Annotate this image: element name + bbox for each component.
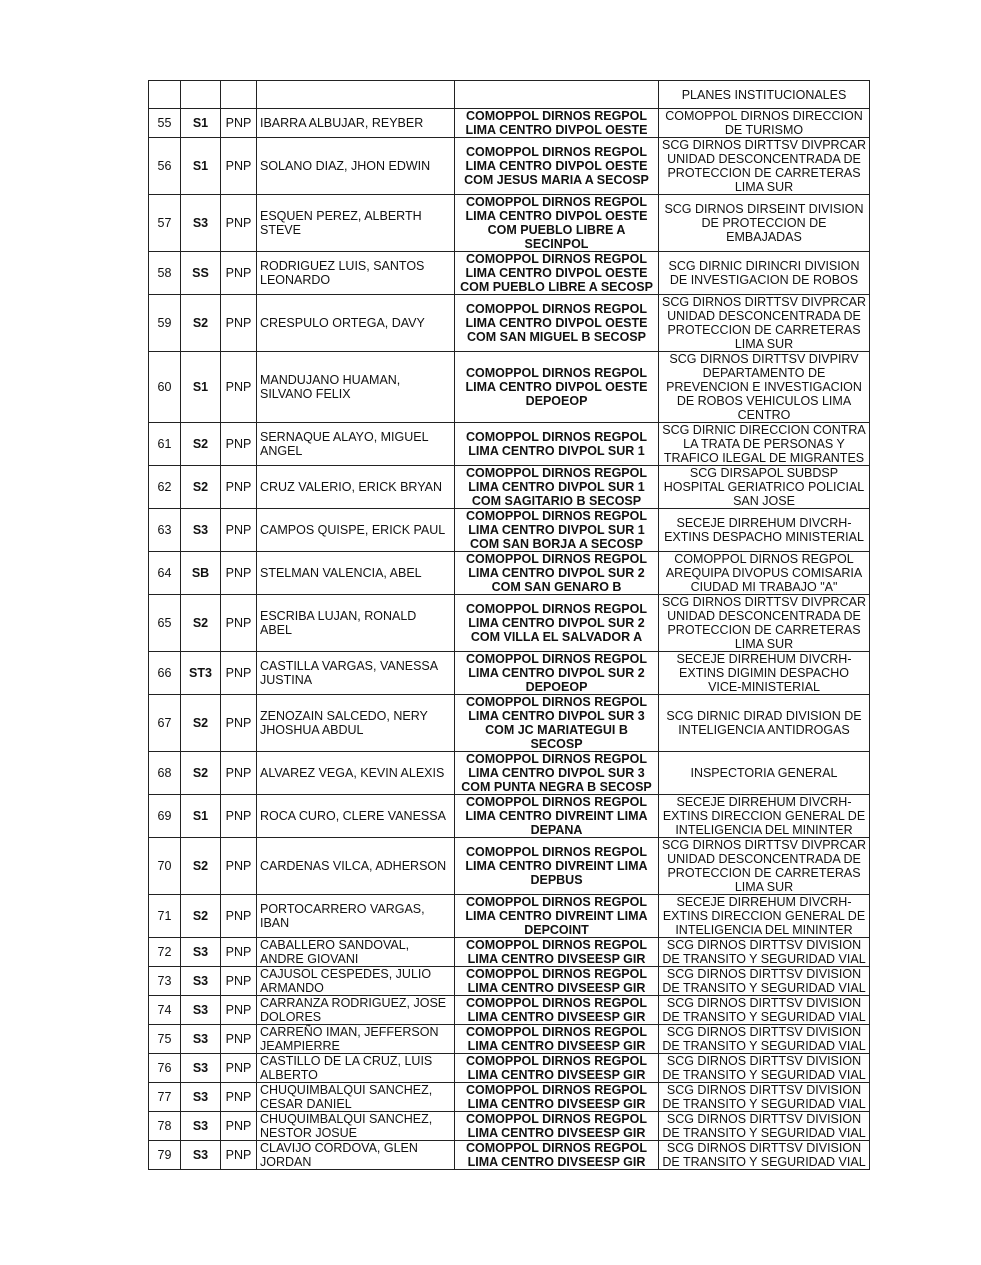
- row-number-cell: 76: [149, 1054, 181, 1083]
- table-row: [149, 81, 870, 109]
- institution-cell: PNP: [221, 1083, 257, 1112]
- name-cell: CARDENAS VILCA, ADHERSON: [257, 838, 455, 895]
- institution-cell: PNP: [221, 466, 257, 509]
- destination-unit-cell: SCG DIRNIC DIRECCION CONTRA LA TRATA DE PERSONAS Y TRAFICO ILEGAL DE MIGRANTES: [659, 423, 870, 466]
- institution-cell: PNP: [221, 595, 257, 652]
- destination-unit-cell: SECEJE DIRREHUM DIVCRH-EXTINS DESPACHO MINISTERIAL: [659, 509, 870, 552]
- row-number-cell: [149, 81, 181, 109]
- origin-unit-cell: COMOPPOL DIRNOS REGPOL LIMA CENTRO DIVSEESP GIR: [455, 938, 659, 967]
- origin-unit-cell: COMOPPOL DIRNOS REGPOL LIMA CENTRO DIVPOL OESTE DEPOEOP: [455, 352, 659, 423]
- name-cell: ALVAREZ VEGA, KEVIN ALEXIS: [257, 752, 455, 795]
- institution-cell: PNP: [221, 509, 257, 552]
- name-cell: CHUQUIMBALQUI SANCHEZ, NESTOR JOSUE: [257, 1112, 455, 1141]
- name-cell: PORTOCARRERO VARGAS, IBAN: [257, 895, 455, 938]
- destination-unit-cell: SECEJE DIRREHUM DIVCRH-EXTINS DIRECCION GENERAL DE INTELIGENCIA DEL MININTER: [659, 895, 870, 938]
- institution-cell: PNP: [221, 1054, 257, 1083]
- origin-unit-cell: COMOPPOL DIRNOS REGPOL LIMA CENTRO DIVPOL SUR 2 COM VILLA EL SALVADOR A: [455, 595, 659, 652]
- origin-unit-cell: COMOPPOL DIRNOS REGPOL LIMA CENTRO DIVSEESP GIR: [455, 1083, 659, 1112]
- destination-unit-cell: SCG DIRNOS DIRTTSV DIVPRCAR UNIDAD DESCONCENTRADA DE PROTECCION DE CARRETERAS LIMA SUR: [659, 138, 870, 195]
- origin-unit-cell: COMOPPOL DIRNOS REGPOL LIMA CENTRO DIVPOL SUR 2 DEPOEOP: [455, 652, 659, 695]
- name-cell: ZENOZAIN SALCEDO, NERY JHOSHUA ABDUL: [257, 695, 455, 752]
- grade-cell: S2: [181, 423, 221, 466]
- institution-cell: PNP: [221, 996, 257, 1025]
- destination-unit-cell: SCG DIRNOS DIRTTSV DIVPRCAR UNIDAD DESCONCENTRADA DE PROTECCION DE CARRETERAS LIMA SUR: [659, 838, 870, 895]
- table-row: [149, 552, 870, 595]
- row-number-cell: 64: [149, 552, 181, 595]
- institution-cell: PNP: [221, 109, 257, 138]
- origin-unit-cell: COMOPPOL DIRNOS REGPOL LIMA CENTRO DIVPOL SUR 1 COM SAGITARIO B SECOSP: [455, 466, 659, 509]
- origin-unit-cell: COMOPPOL DIRNOS REGPOL LIMA CENTRO DIVSEESP GIR: [455, 967, 659, 996]
- origin-unit-cell: COMOPPOL DIRNOS REGPOL LIMA CENTRO DIVPOL OESTE COM PUEBLO LIBRE A SECINPOL: [455, 195, 659, 252]
- table-row: [149, 595, 870, 652]
- institution-cell: PNP: [221, 252, 257, 295]
- name-cell: CRUZ VALERIO, ERICK BRYAN: [257, 466, 455, 509]
- grade-cell: ST3: [181, 652, 221, 695]
- grade-cell: [181, 81, 221, 109]
- name-cell: MANDUJANO HUAMAN, SILVANO FELIX: [257, 352, 455, 423]
- name-cell: CAMPOS QUISPE, ERICK PAUL: [257, 509, 455, 552]
- grade-cell: S3: [181, 938, 221, 967]
- row-number-cell: 57: [149, 195, 181, 252]
- grade-cell: S1: [181, 352, 221, 423]
- institution-cell: [221, 81, 257, 109]
- destination-unit-cell: SCG DIRNIC DIRAD DIVISION DE INTELIGENCIA ANTIDROGAS: [659, 695, 870, 752]
- table-row: [149, 509, 870, 552]
- name-cell: ROCA CURO, CLERE VANESSA: [257, 795, 455, 838]
- origin-unit-cell: COMOPPOL DIRNOS REGPOL LIMA CENTRO DIVPOL OESTE COM PUEBLO LIBRE A SECOSP: [455, 252, 659, 295]
- destination-unit-cell: SCG DIRNOS DIRTTSV DIVISION DE TRANSITO Y SEGURIDAD VIAL: [659, 1054, 870, 1083]
- personnel-table: [148, 80, 870, 1170]
- name-cell: SOLANO DIAZ, JHON EDWIN: [257, 138, 455, 195]
- name-cell: CAJUSOL CESPEDES, JULIO ARMANDO: [257, 967, 455, 996]
- institution-cell: PNP: [221, 1112, 257, 1141]
- table-row: [149, 996, 870, 1025]
- row-number-cell: 69: [149, 795, 181, 838]
- institution-cell: PNP: [221, 695, 257, 752]
- name-cell: CASTILLO DE LA CRUZ, LUIS ALBERTO: [257, 1054, 455, 1083]
- destination-unit-cell: COMOPPOL DIRNOS DIRECCION DE TURISMO: [659, 109, 870, 138]
- destination-unit-cell: SCG DIRNOS DIRTTSV DIVISION DE TRANSITO Y SEGURIDAD VIAL: [659, 1083, 870, 1112]
- table-row: [149, 109, 870, 138]
- name-cell: STELMAN VALENCIA, ABEL: [257, 552, 455, 595]
- name-cell: [257, 81, 455, 109]
- name-cell: CABALLERO SANDOVAL, ANDRE GIOVANI: [257, 938, 455, 967]
- origin-unit-cell: [455, 81, 659, 109]
- destination-unit-cell: SCG DIRNOS DIRTTSV DIVPRCAR UNIDAD DESCONCENTRADA DE PROTECCION DE CARRETERAS LIMA SUR: [659, 595, 870, 652]
- grade-cell: S3: [181, 1054, 221, 1083]
- grade-cell: S3: [181, 195, 221, 252]
- destination-unit-cell: SECEJE DIRREHUM DIVCRH-EXTINS DIGIMIN DESPACHO VICE-MINISTERIAL: [659, 652, 870, 695]
- table-row: [149, 752, 870, 795]
- destination-unit-cell: SECEJE DIRREHUM DIVCRH-EXTINS DIRECCION GENERAL DE INTELIGENCIA DEL MININTER: [659, 795, 870, 838]
- table-row: [149, 1054, 870, 1083]
- name-cell: ESCRIBA LUJAN, RONALD ABEL: [257, 595, 455, 652]
- grade-cell: S3: [181, 1025, 221, 1054]
- institution-cell: PNP: [221, 552, 257, 595]
- name-cell: CRESPULO ORTEGA, DAVY: [257, 295, 455, 352]
- name-cell: CLAVIJO CORDOVA, GLEN JORDAN: [257, 1141, 455, 1170]
- row-number-cell: 73: [149, 967, 181, 996]
- row-number-cell: 67: [149, 695, 181, 752]
- table-row: [149, 1141, 870, 1170]
- destination-unit-cell: SCG DIRNIC DIRINCRI DIVISION DE INVESTIGACION DE ROBOS: [659, 252, 870, 295]
- row-number-cell: 71: [149, 895, 181, 938]
- table-row: [149, 295, 870, 352]
- origin-unit-cell: COMOPPOL DIRNOS REGPOL LIMA CENTRO DIVPOL SUR 1 COM SAN BORJA A SECOSP: [455, 509, 659, 552]
- name-cell: ESQUEN PEREZ, ALBERTH STEVE: [257, 195, 455, 252]
- institution-cell: PNP: [221, 423, 257, 466]
- grade-cell: S1: [181, 109, 221, 138]
- row-number-cell: 70: [149, 838, 181, 895]
- row-number-cell: 65: [149, 595, 181, 652]
- institution-cell: PNP: [221, 967, 257, 996]
- row-number-cell: 61: [149, 423, 181, 466]
- destination-unit-cell: SCG DIRNOS DIRTTSV DIVISION DE TRANSITO Y SEGURIDAD VIAL: [659, 1112, 870, 1141]
- origin-unit-cell: COMOPPOL DIRNOS REGPOL LIMA CENTRO DIVPOL SUR 2 COM SAN GENARO B: [455, 552, 659, 595]
- institution-cell: PNP: [221, 352, 257, 423]
- institution-cell: PNP: [221, 795, 257, 838]
- table-row: [149, 838, 870, 895]
- grade-cell: S3: [181, 1083, 221, 1112]
- table-row: [149, 795, 870, 838]
- grade-cell: S3: [181, 509, 221, 552]
- row-number-cell: 60: [149, 352, 181, 423]
- table-row: [149, 1025, 870, 1054]
- destination-unit-cell: SCG DIRSAPOL SUBDSP HOSPITAL GERIATRICO POLICIAL SAN JOSE: [659, 466, 870, 509]
- institution-cell: PNP: [221, 652, 257, 695]
- table-row: [149, 652, 870, 695]
- row-number-cell: 66: [149, 652, 181, 695]
- grade-cell: S1: [181, 138, 221, 195]
- origin-unit-cell: COMOPPOL DIRNOS REGPOL LIMA CENTRO DIVSEESP GIR: [455, 1112, 659, 1141]
- destination-unit-cell: SCG DIRNOS DIRSEINT DIVISION DE PROTECCION DE EMBAJADAS: [659, 195, 870, 252]
- institution-cell: PNP: [221, 752, 257, 795]
- institution-cell: PNP: [221, 195, 257, 252]
- institution-cell: PNP: [221, 138, 257, 195]
- grade-cell: S3: [181, 1141, 221, 1170]
- name-cell: SERNAQUE ALAYO, MIGUEL ANGEL: [257, 423, 455, 466]
- table-row: [149, 695, 870, 752]
- table-row: [149, 895, 870, 938]
- origin-unit-cell: COMOPPOL DIRNOS REGPOL LIMA CENTRO DIVSEESP GIR: [455, 996, 659, 1025]
- origin-unit-cell: COMOPPOL DIRNOS REGPOL LIMA CENTRO DIVREINT LIMA DEPBUS: [455, 838, 659, 895]
- destination-unit-cell: SCG DIRNOS DIRTTSV DIVISION DE TRANSITO Y SEGURIDAD VIAL: [659, 1025, 870, 1054]
- origin-unit-cell: COMOPPOL DIRNOS REGPOL LIMA CENTRO DIVPOL OESTE COM SAN MIGUEL B SECOSP: [455, 295, 659, 352]
- origin-unit-cell: COMOPPOL DIRNOS REGPOL LIMA CENTRO DIVSEESP GIR: [455, 1025, 659, 1054]
- table-row: [149, 466, 870, 509]
- grade-cell: S3: [181, 967, 221, 996]
- institution-cell: PNP: [221, 1025, 257, 1054]
- row-number-cell: 74: [149, 996, 181, 1025]
- row-number-cell: 63: [149, 509, 181, 552]
- grade-cell: S2: [181, 752, 221, 795]
- row-number-cell: 79: [149, 1141, 181, 1170]
- institution-cell: PNP: [221, 1141, 257, 1170]
- grade-cell: SS: [181, 252, 221, 295]
- institution-cell: PNP: [221, 838, 257, 895]
- table-row: [149, 352, 870, 423]
- grade-cell: S1: [181, 795, 221, 838]
- name-cell: CASTILLA VARGAS, VANESSA JUSTINA: [257, 652, 455, 695]
- row-number-cell: 77: [149, 1083, 181, 1112]
- table-row: [149, 938, 870, 967]
- institution-cell: PNP: [221, 895, 257, 938]
- name-cell: CARREÑO IMAN, JEFFERSON JEAMPIERRE: [257, 1025, 455, 1054]
- origin-unit-cell: COMOPPOL DIRNOS REGPOL LIMA CENTRO DIVPOL SUR 1: [455, 423, 659, 466]
- grade-cell: S2: [181, 838, 221, 895]
- table-row: [149, 1112, 870, 1141]
- destination-unit-cell: PLANES INSTITUCIONALES: [659, 81, 870, 109]
- destination-unit-cell: SCG DIRNOS DIRTTSV DIVPRCAR UNIDAD DESCONCENTRADA DE PROTECCION DE CARRETERAS LIMA SUR: [659, 295, 870, 352]
- row-number-cell: 56: [149, 138, 181, 195]
- destination-unit-cell: COMOPPOL DIRNOS REGPOL AREQUIPA DIVOPUS COMISARIA CIUDAD MI TRABAJO "A": [659, 552, 870, 595]
- grade-cell: SB: [181, 552, 221, 595]
- institution-cell: PNP: [221, 295, 257, 352]
- origin-unit-cell: COMOPPOL DIRNOS REGPOL LIMA CENTRO DIVPOL OESTE: [455, 109, 659, 138]
- institution-cell: PNP: [221, 938, 257, 967]
- table-row: [149, 967, 870, 996]
- destination-unit-cell: SCG DIRNOS DIRTTSV DIVISION DE TRANSITO Y SEGURIDAD VIAL: [659, 938, 870, 967]
- destination-unit-cell: INSPECTORIA GENERAL: [659, 752, 870, 795]
- destination-unit-cell: SCG DIRNOS DIRTTSV DIVPIRV DEPARTAMENTO DE PREVENCION E INVESTIGACION DE ROBOS VEHICULOS LIMA CENTRO: [659, 352, 870, 423]
- grade-cell: S2: [181, 466, 221, 509]
- table-row: [149, 138, 870, 195]
- origin-unit-cell: COMOPPOL DIRNOS REGPOL LIMA CENTRO DIVSEESP GIR: [455, 1141, 659, 1170]
- origin-unit-cell: COMOPPOL DIRNOS REGPOL LIMA CENTRO DIVPOL SUR 3 COM PUNTA NEGRA B SECOSP: [455, 752, 659, 795]
- row-number-cell: 62: [149, 466, 181, 509]
- table-row: [149, 195, 870, 252]
- grade-cell: S2: [181, 295, 221, 352]
- row-number-cell: 68: [149, 752, 181, 795]
- origin-unit-cell: COMOPPOL DIRNOS REGPOL LIMA CENTRO DIVPOL OESTE COM JESUS MARIA A SECOSP: [455, 138, 659, 195]
- destination-unit-cell: SCG DIRNOS DIRTTSV DIVISION DE TRANSITO Y SEGURIDAD VIAL: [659, 967, 870, 996]
- name-cell: RODRIGUEZ LUIS, SANTOS LEONARDO: [257, 252, 455, 295]
- grade-cell: S2: [181, 895, 221, 938]
- table-row: [149, 423, 870, 466]
- row-number-cell: 75: [149, 1025, 181, 1054]
- row-number-cell: 72: [149, 938, 181, 967]
- grade-cell: S3: [181, 996, 221, 1025]
- name-cell: CHUQUIMBALQUI SANCHEZ, CESAR DANIEL: [257, 1083, 455, 1112]
- origin-unit-cell: COMOPPOL DIRNOS REGPOL LIMA CENTRO DIVREINT LIMA DEPANA: [455, 795, 659, 838]
- row-number-cell: 78: [149, 1112, 181, 1141]
- name-cell: CARRANZA RODRIGUEZ, JOSE DOLORES: [257, 996, 455, 1025]
- destination-unit-cell: SCG DIRNOS DIRTTSV DIVISION DE TRANSITO Y SEGURIDAD VIAL: [659, 996, 870, 1025]
- row-number-cell: 55: [149, 109, 181, 138]
- grade-cell: S2: [181, 695, 221, 752]
- origin-unit-cell: COMOPPOL DIRNOS REGPOL LIMA CENTRO DIVSEESP GIR: [455, 1054, 659, 1083]
- table-row: [149, 1083, 870, 1112]
- table-row: [149, 252, 870, 295]
- origin-unit-cell: COMOPPOL DIRNOS REGPOL LIMA CENTRO DIVPOL SUR 3 COM JC MARIATEGUI B SECOSP: [455, 695, 659, 752]
- origin-unit-cell: COMOPPOL DIRNOS REGPOL LIMA CENTRO DIVREINT LIMA DEPCOINT: [455, 895, 659, 938]
- grade-cell: S2: [181, 595, 221, 652]
- name-cell: IBARRA ALBUJAR, REYBER: [257, 109, 455, 138]
- grade-cell: S3: [181, 1112, 221, 1141]
- row-number-cell: 59: [149, 295, 181, 352]
- row-number-cell: 58: [149, 252, 181, 295]
- destination-unit-cell: SCG DIRNOS DIRTTSV DIVISION DE TRANSITO Y SEGURIDAD VIAL: [659, 1141, 870, 1170]
